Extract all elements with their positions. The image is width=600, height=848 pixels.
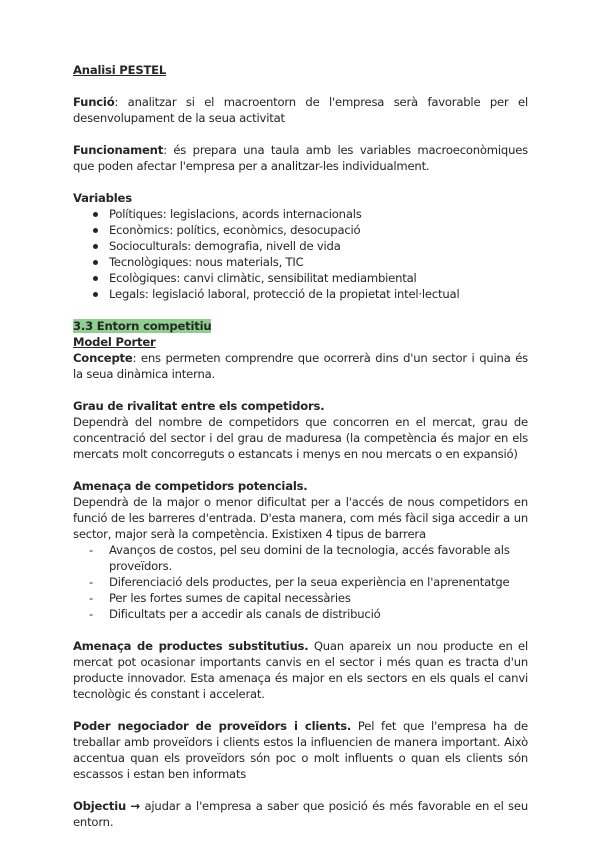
list-item: Ecològiques: canvi climàtic, sensibilitat mediambiental — [93, 270, 528, 286]
list-item: Econòmics: polítics, econòmics, desocupació — [93, 222, 528, 238]
list-item: Polítiques: legislacions, acords internacionals — [93, 206, 528, 222]
substitutius-paragraph: Amenaça de productes substitutius. Quan apareix un nou producte en el mercat pot ocasionar importants canvis en el sector i més quan es tracta d'un producte innovador. Esta amenaça és major en els sectors en els quals el canvi tecnològic és constant i accelerat. — [73, 639, 528, 701]
pestel-title: Analisi PESTEL — [73, 63, 167, 77]
document-page — [73, 62, 528, 830]
bullet-icon — [93, 260, 98, 265]
section-heading: 3.3 Entorn competitiu — [73, 319, 212, 333]
funcio-paragraph: Funció: analitzar si el macroentorn de l'empresa serà favorable per el desenvolupament de la seua activitat — [73, 95, 528, 125]
list-item: - Diferenciació dels productes, per la seua experiència en l'aprenentatge — [89, 575, 510, 589]
poder-paragraph: Poder negociador de proveïdors i clients. Pel fet que l'empresa ha de treballar amb proveïdors i clients estos la influencien de manera important. Això accentua quan els proveïdors són poc o molt influents o quan els clients són escassos i estan ben informats — [73, 719, 528, 781]
list-item: - Per les fortes sumes de capital necessàries — [89, 591, 351, 605]
bullet-icon — [93, 212, 98, 217]
barreres-list — [73, 542, 528, 622]
amenaca-heading: Amenaça de competidors potencials. — [73, 479, 308, 493]
list-item: - Dificultats per a accedir als canals de distribució — [89, 607, 381, 621]
bullet-icon — [93, 244, 98, 249]
amenaca-paragraph: Dependrà de la major o menor dificultat per a l'accés de nous competidors en funció de les barreres d'entrada. D'esta manera, com més fàcil siga accedir a un sector, major serà la competència. Existixen 4 tipus de barrera — [73, 495, 528, 541]
list-item: Tecnològiques: nous materials, TIC — [93, 254, 528, 270]
list-item: - Avanços de costos, pel seu domini de la tecnologia, accés favorable als proveïdors. — [89, 543, 510, 573]
list-item: Socioculturals: demografia, nivell de vida — [93, 238, 528, 254]
objectiu-paragraph: Objectiu → ajudar a l'empresa a saber que posició és més favorable en el seu entorn. — [73, 799, 528, 829]
rivalitat-paragraph: Dependrà del nombre de competidors que concorren en el mercat, grau de concentració del sector i del grau de maduresa (la competència és major en els mercats molt concorreguts o estancats i menys en nou mercats o en expansió) — [73, 415, 528, 461]
variables-heading: Variables — [73, 191, 132, 205]
model-heading: Model Porter — [73, 335, 156, 349]
bullet-icon — [93, 276, 98, 281]
list-item: Legals: legislació laboral, protecció de la propietat intel·lectual — [93, 286, 528, 302]
rivalitat-heading: Grau de rivalitat entre els competidors. — [73, 399, 325, 413]
funcionament-paragraph: Funcionament: és prepara una taula amb les variables macroeconòmiques que poden afectar l'empresa per a analitzar-les individualment. — [73, 143, 528, 173]
bullet-icon — [93, 292, 98, 297]
bullet-icon — [93, 228, 98, 233]
concepte-paragraph: Concepte: ens permeten comprendre que ocorrerà dins d'un sector i quina és la seua dinàmica interna. — [73, 351, 528, 381]
arrow-right-icon: → — [130, 799, 141, 813]
variables-list — [73, 206, 528, 302]
